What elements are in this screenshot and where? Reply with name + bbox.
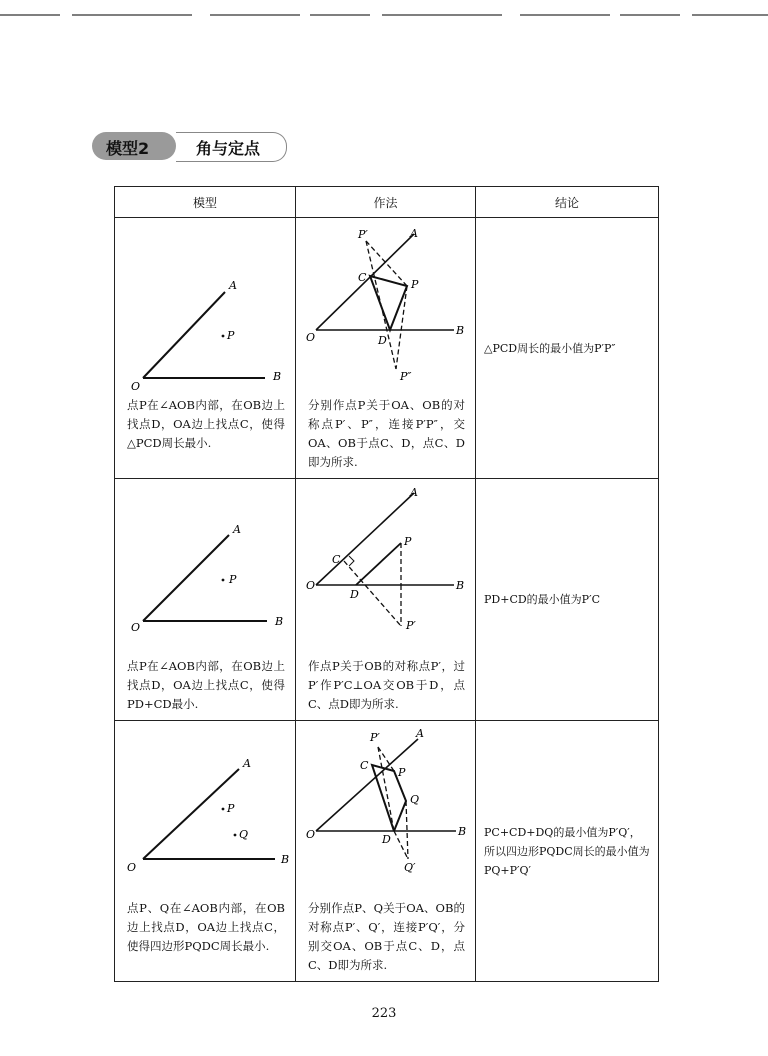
header-conclusion: 结论	[476, 187, 659, 218]
models-table	[114, 186, 659, 982]
label-O: O	[306, 331, 316, 344]
table-row	[115, 218, 659, 479]
model-figure-2	[115, 479, 296, 655]
table-row	[115, 721, 659, 982]
label-D: D	[350, 588, 359, 601]
label-B: B	[273, 370, 282, 383]
label-A: A	[229, 279, 237, 292]
model-cell-2	[115, 479, 296, 721]
conclusion-cell-2	[476, 479, 659, 721]
label-P: P	[229, 573, 237, 586]
model-text-2: 点P在∠AOB内部，在OB边上找点D，OA边上找点C，使得PD+CD最小.	[127, 659, 285, 711]
label-P: P	[227, 329, 235, 342]
table-header-row	[115, 187, 659, 218]
header-model: 模型	[115, 187, 296, 218]
label-B: B	[456, 324, 465, 337]
label-P: P	[411, 278, 419, 291]
label-C: C	[360, 759, 369, 772]
model-cell-1	[115, 218, 296, 479]
method-text-3: 分别作点P、Q关于OA、OB的对称点P′、Q′，连接P′Q′，分别交OA、OB于点C、D，点C、D即为所求.	[308, 901, 465, 972]
model-figure-1	[115, 218, 296, 394]
label-O: O	[131, 380, 141, 393]
model-cell-3	[115, 721, 296, 982]
label-C: C	[332, 553, 341, 566]
conclusion-text-2: PD+CD的最小值为P′C	[484, 593, 600, 606]
method-cell-3	[296, 721, 476, 982]
label-A: A	[416, 727, 424, 740]
label-P: P	[404, 535, 412, 548]
method-cell-2	[296, 479, 476, 721]
method-figure-1	[296, 218, 476, 394]
label-Q: Q	[410, 793, 420, 806]
label-P1: P′	[406, 619, 416, 632]
label-B: B	[456, 579, 465, 592]
label-A: A	[410, 486, 418, 499]
label-P: P	[398, 766, 406, 779]
table-row	[115, 479, 659, 721]
page-number: 223	[371, 1006, 397, 1021]
badge-label: 模型2	[106, 139, 150, 158]
label-Q: Q	[239, 828, 249, 841]
label-A: A	[410, 227, 418, 240]
conclusion-cell-3	[476, 721, 659, 982]
method-figure-2	[296, 479, 476, 655]
label-P2: P″	[400, 370, 412, 383]
method-cell-1	[296, 218, 476, 479]
label-O: O	[127, 861, 137, 874]
label-C: C	[358, 271, 367, 284]
label-B: B	[281, 853, 290, 866]
label-P1: P′	[370, 731, 380, 744]
conclusion-cell-1	[476, 218, 659, 479]
label-O: O	[306, 828, 316, 841]
conclusion-text-3: PC+CD+DQ的最小值为P′Q′，所以四边形PQDC周长的最小值为PQ+P′Q′	[484, 825, 650, 877]
header-method: 作法	[296, 187, 476, 218]
label-Q1: Q′	[404, 861, 416, 874]
label-P: P	[227, 802, 235, 815]
label-B: B	[275, 615, 284, 628]
page-top-border	[0, 14, 768, 16]
section-title: 角与定点	[196, 139, 261, 158]
label-D: D	[382, 833, 391, 846]
label-B: B	[458, 825, 467, 838]
method-figure-3	[296, 721, 476, 897]
method-text-2: 作点P关于OB的对称点P′，过P′作P′C⊥OA交OB于D，点C、点D即为所求.	[308, 659, 465, 711]
label-P1: P′	[358, 228, 368, 241]
method-text-1: 分别作点P关于OA、OB的对称点P′、P″，连接P′P″，交OA、OB于点C、D，点C、D即为所求.	[308, 398, 465, 469]
model-figure-3	[115, 721, 296, 897]
model-text-3: 点P、Q在∠AOB内部，在OB边上找点D，OA边上找点C，使得四边形PQDC周长最小.	[127, 901, 285, 953]
section-badge	[92, 130, 288, 162]
conclusion-text-1: △PCD周长的最小值为P′P″	[484, 341, 616, 355]
label-D: D	[378, 334, 387, 347]
label-O: O	[306, 579, 316, 592]
label-A: A	[243, 757, 251, 770]
model-text-1: 点P在∠AOB内部，在OB边上找点D，OA边上找点C，使得△PCD周长最小.	[127, 398, 285, 450]
label-A: A	[233, 523, 241, 536]
label-O: O	[131, 621, 141, 634]
